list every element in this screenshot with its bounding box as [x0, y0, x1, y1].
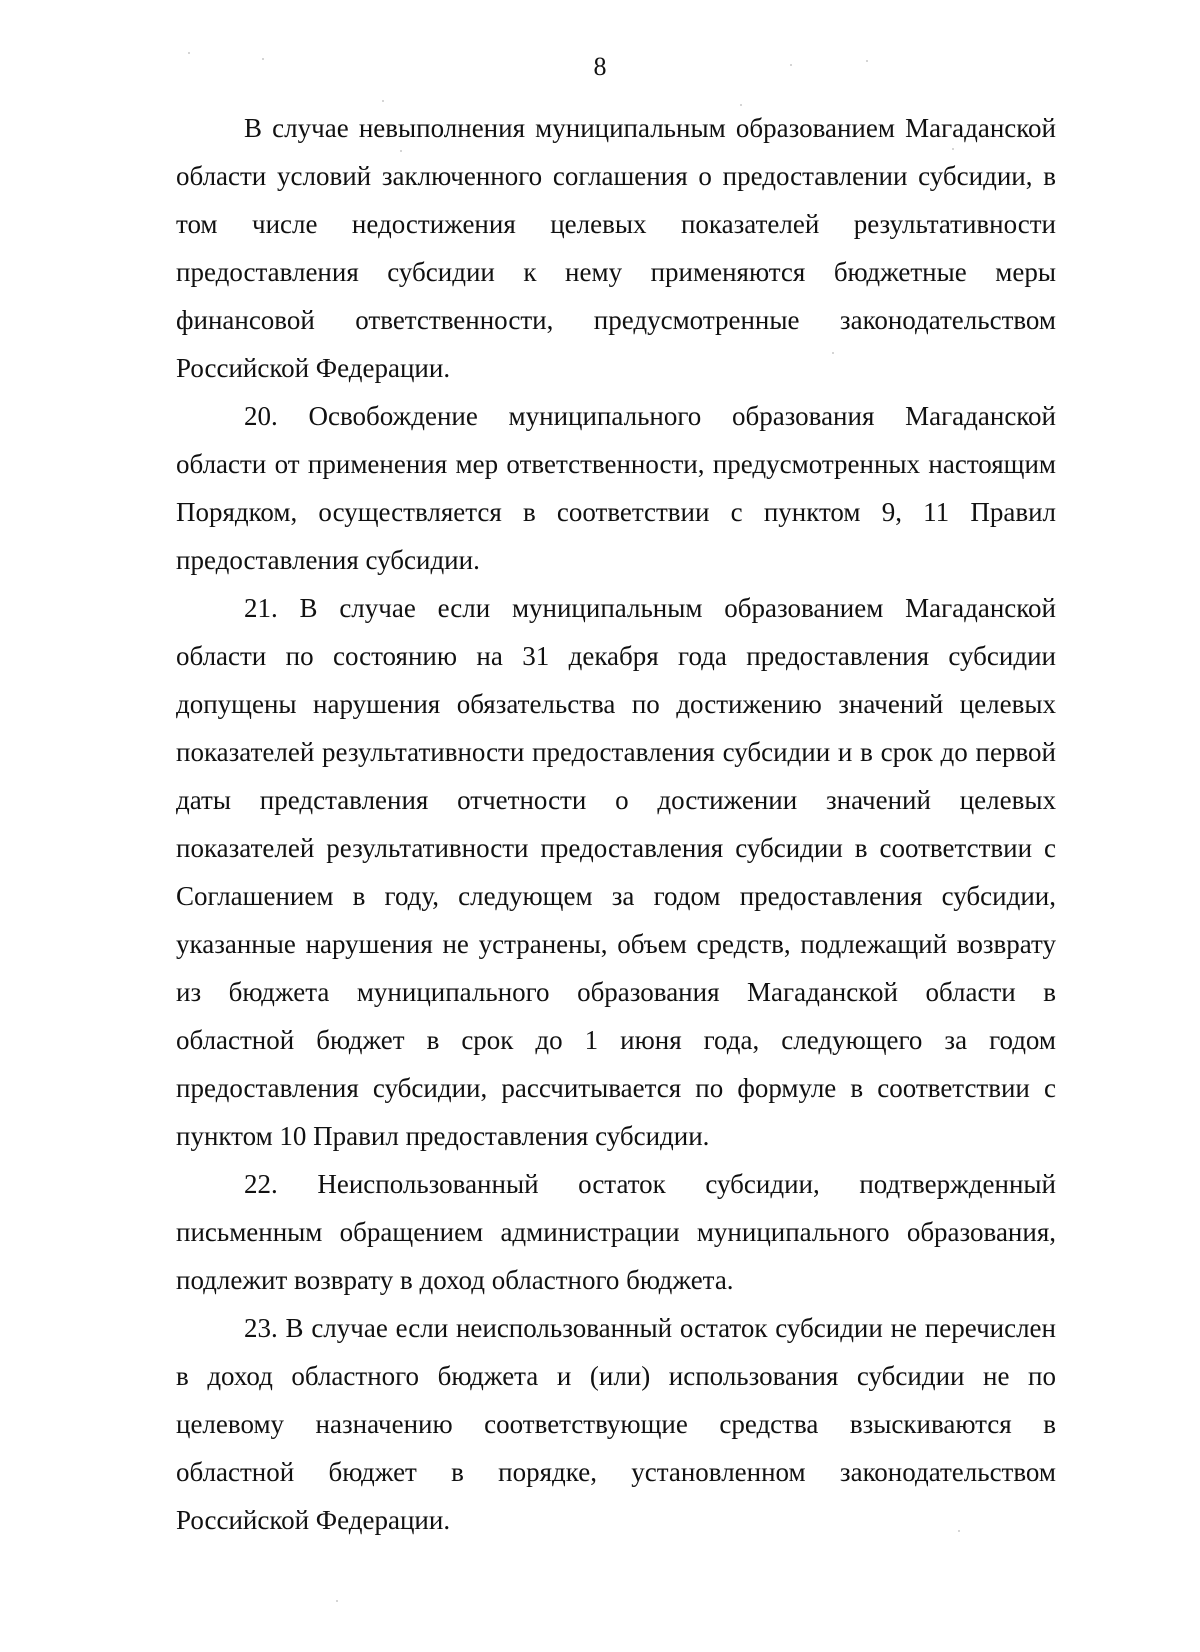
paragraph-22: 22. Неиспользованный остаток субсидии, подтвержденный письменным обращением администрации муниципального образования, подлежит возврату в доход областного бюджета.: [176, 1169, 1056, 1295]
scan-speck: [336, 1600, 338, 1602]
paragraph-21: 21. В случае если муниципальным образованием Магаданской области по состоянию на 31 декабря года предоставления субсидии допущены нарушения обязательства по достижению значений целевых показателей результативности предоставления субсидии и в срок до первой даты представления отчетности о достижении значений целевых показателей результативности предоставления субсидии в соответствии с Соглашением в году, следующем за годом предоставления субсидии, указанные нарушения не устранены, объем средств, подлежащий возврату из бюджета муниципального образования Магаданской области в областной бюджет в срок до 1 июня года, следующего за годом предоставления субсидии, рассчитывается по формуле в соответствии с пунктом 10 Правил предоставления субсидии.: [176, 593, 1056, 1151]
paragraph-20: 20. Освобождение муниципального образования Магаданской области от применения мер ответственности, предусмотренных настоящим Порядком, осуществляется в соответствии с пунктом 9, 11 Правил предоставления субсидии.: [176, 401, 1056, 575]
document-body: [176, 104, 1056, 1544]
paragraph-sanctions: В случае невыполнения муниципальным образованием Магаданской области условий заключенного соглашения о предоставлении субсидии, в том числе недостижения целевых показателей результативности предоставления субсидии к нему применяются бюджетные меры финансовой ответственности, предусмотренные законодательством Российской Федерации.: [176, 113, 1056, 383]
scan-speck: [382, 100, 384, 102]
paragraph-23: 23. В случае если неиспользованный остаток субсидии не перечислен в доход областного бюджета и (или) использования субсидии не по целевому назначению соответствующие средства взыскиваются в областной бюджет в порядке, установленном законодательством Российской Федерации.: [176, 1313, 1056, 1535]
page-number: 8: [593, 52, 607, 81]
